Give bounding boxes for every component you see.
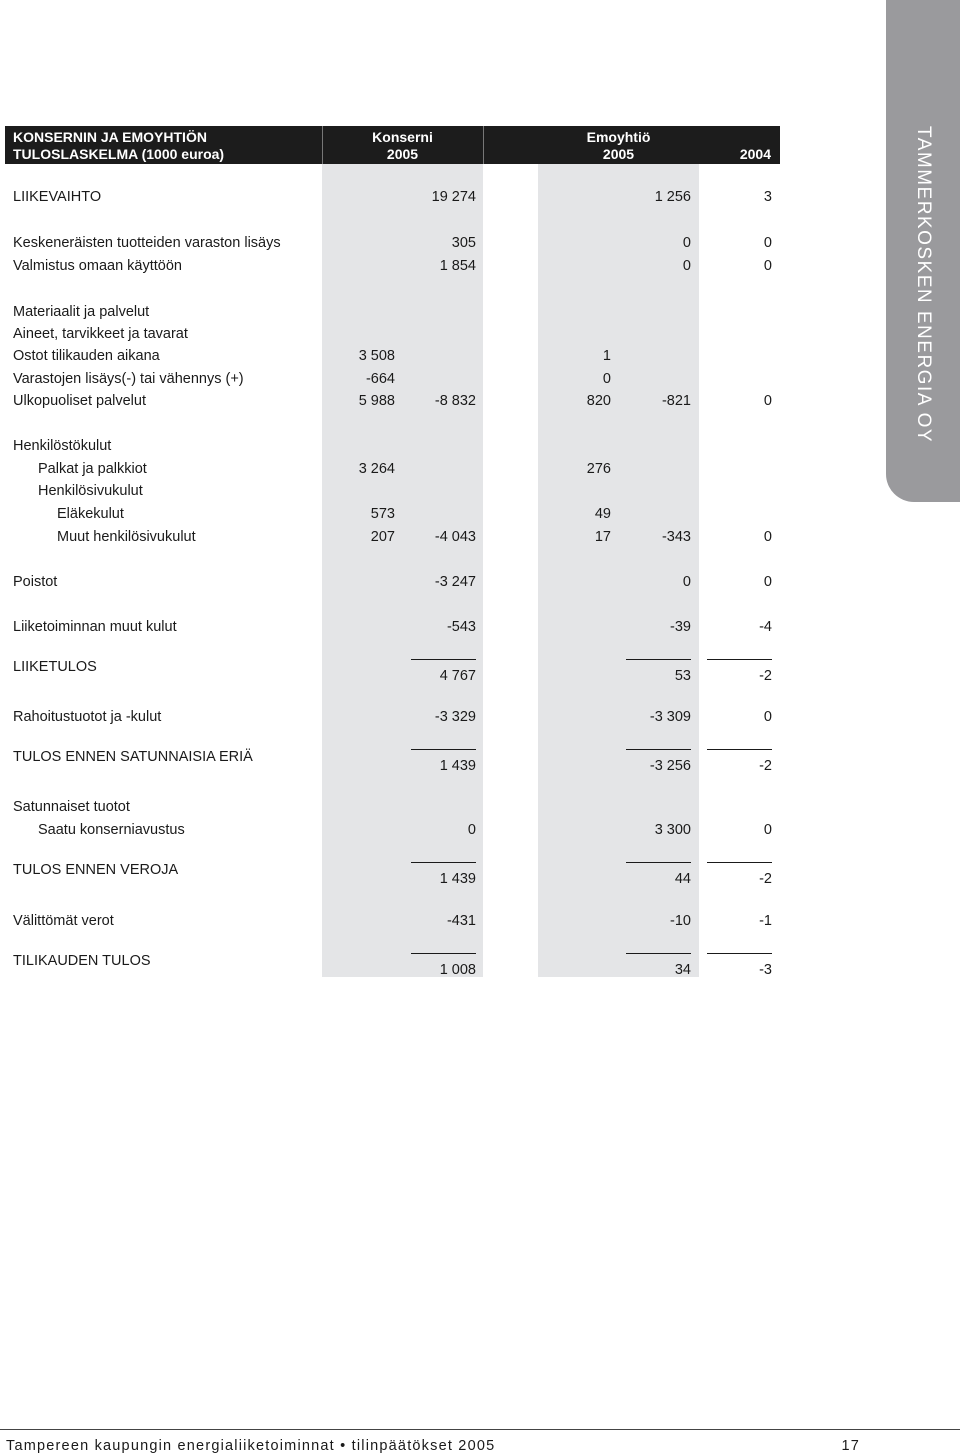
cell-emo-total: 53 xyxy=(674,668,691,684)
cell-konserni-sub: 3 264 xyxy=(358,461,395,477)
cell-konserni-total: -3 329 xyxy=(434,709,476,725)
cell-konserni-total: -3 247 xyxy=(434,574,476,590)
cell-emo-total: -39 xyxy=(670,619,691,635)
subtotal-rule xyxy=(626,862,691,863)
cell-emo-2004: -3 xyxy=(759,962,772,978)
subtotal-rule xyxy=(707,953,772,954)
row-label: Ulkopuoliset palvelut xyxy=(13,393,146,409)
footer-rule xyxy=(0,1429,960,1430)
emo-column-shade xyxy=(538,164,699,977)
cell-konserni-total: -8 832 xyxy=(434,393,476,409)
cell-emo-sub: 1 xyxy=(602,348,611,364)
cell-konserni-total: -4 043 xyxy=(434,529,476,545)
prev-year: 2004 xyxy=(739,146,771,162)
table-title-line2: TULOSLASKELMA (1000 euroa) xyxy=(13,146,225,162)
row-label: Valmistus omaan käyttöön xyxy=(13,258,182,274)
cell-emo-2004: 0 xyxy=(763,574,772,590)
cell-konserni-total: -543 xyxy=(446,619,476,635)
row-label: Poistot xyxy=(13,574,58,590)
row-label: Keskeneräisten tuotteiden varaston lisäys xyxy=(13,235,281,251)
row-label: LIIKETULOS xyxy=(13,659,97,675)
cell-emo-2004: -1 xyxy=(759,913,772,929)
cell-emo-total: -821 xyxy=(661,393,691,409)
cell-konserni-total: 4 767 xyxy=(439,668,476,684)
row-label: TULOS ENNEN VEROJA xyxy=(13,862,179,878)
cell-emo-2004: 0 xyxy=(763,393,772,409)
cell-emo-sub: 820 xyxy=(586,393,611,409)
cell-emo-2004: 0 xyxy=(763,822,772,838)
row-label: Materiaalit ja palvelut xyxy=(13,304,150,320)
subtotal-rule xyxy=(626,953,691,954)
company-name-tab: TAMMERKOSKEN ENERGIA OY xyxy=(913,126,934,444)
cell-emo-2004: -2 xyxy=(759,758,772,774)
row-label: Muut henkilösivukulut xyxy=(57,529,196,545)
footer-text: Tampereen kaupungin energialiiketoiminnat • tilinpäätökset 2005 xyxy=(6,1438,496,1454)
cell-konserni-sub: 5 988 xyxy=(358,393,395,409)
row-label: Palkat ja palkkiot xyxy=(38,461,147,477)
row-label: Varastojen lisäys(-) tai vähennys (+) xyxy=(13,371,244,387)
cell-konserni-total: 19 274 xyxy=(431,189,476,205)
row-label: Eläkekulut xyxy=(57,506,124,522)
cell-emo-total: -10 xyxy=(670,913,691,929)
row-label: LIIKEVAIHTO xyxy=(13,189,102,205)
row-label: Henkilösivukulut xyxy=(38,483,143,499)
cell-emo-sub: 0 xyxy=(602,371,611,387)
cell-konserni-sub: 573 xyxy=(370,506,395,522)
cell-emo-total: 0 xyxy=(682,235,691,251)
subtotal-rule xyxy=(411,659,476,660)
row-label: Välittömät verot xyxy=(13,913,114,929)
cell-emo-total: 44 xyxy=(674,871,691,887)
cell-emo-total: 1 256 xyxy=(654,189,691,205)
cell-konserni-total: 1 008 xyxy=(439,962,476,978)
table-title-line1: KONSERNIN JA EMOYHTIÖN xyxy=(13,129,207,145)
konserni-column-shade xyxy=(322,164,483,977)
row-label: Rahoitustuotot ja -kulut xyxy=(13,709,162,725)
cell-emo-total: 3 300 xyxy=(654,822,691,838)
row-label: Liiketoiminnan muut kulut xyxy=(13,619,177,635)
cell-emo-2004: 0 xyxy=(763,258,772,274)
subtotal-rule xyxy=(411,862,476,863)
subtotal-rule xyxy=(626,749,691,750)
cell-konserni-total: 1 439 xyxy=(439,758,476,774)
row-label: TILIKAUDEN TULOS xyxy=(13,953,151,969)
row-label: Satunnaiset tuotot xyxy=(13,799,130,815)
cell-emo-total: -3 309 xyxy=(649,709,691,725)
cell-emo-2004: -2 xyxy=(759,668,772,684)
row-label: Ostot tilikauden aikana xyxy=(13,348,160,364)
cell-emo-2004: 3 xyxy=(763,189,772,205)
emo-label: Emoyhtiö xyxy=(586,129,651,145)
header-separator xyxy=(483,126,484,164)
cell-emo-2004: -2 xyxy=(759,871,772,887)
cell-konserni-sub: -664 xyxy=(365,371,395,387)
row-label: Saatu konserniavustus xyxy=(38,822,185,838)
cell-emo-2004: 0 xyxy=(763,709,772,725)
table-header xyxy=(5,126,780,164)
konserni-label: Konserni xyxy=(372,129,433,145)
cell-emo-sub: 49 xyxy=(594,506,611,522)
subtotal-rule xyxy=(707,749,772,750)
subtotal-rule xyxy=(707,862,772,863)
konserni-year: 2005 xyxy=(386,146,419,162)
row-label: TULOS ENNEN SATUNNAISIA ERIÄ xyxy=(13,749,253,765)
cell-emo-total: -3 256 xyxy=(649,758,691,774)
cell-konserni-total: 305 xyxy=(451,235,476,251)
cell-emo-sub: 17 xyxy=(594,529,611,545)
cell-konserni-sub: 207 xyxy=(370,529,395,545)
cell-konserni-total: 0 xyxy=(467,822,476,838)
cell-emo-total: -343 xyxy=(661,529,691,545)
cell-emo-sub: 276 xyxy=(586,461,611,477)
cell-konserni-total: 1 854 xyxy=(439,258,476,274)
cell-konserni-sub: 3 508 xyxy=(358,348,395,364)
subtotal-rule xyxy=(626,659,691,660)
subtotal-rule xyxy=(411,953,476,954)
cell-emo-total: 34 xyxy=(674,962,691,978)
cell-emo-2004: -4 xyxy=(759,619,772,635)
cell-emo-2004: 0 xyxy=(763,529,772,545)
cell-emo-total: 0 xyxy=(682,258,691,274)
row-label: Aineet, tarvikkeet ja tavarat xyxy=(13,326,188,342)
subtotal-rule xyxy=(411,749,476,750)
cell-emo-2004: 0 xyxy=(763,235,772,251)
cell-konserni-total: 1 439 xyxy=(439,871,476,887)
cell-konserni-total: -431 xyxy=(446,913,476,929)
cell-emo-total: 0 xyxy=(682,574,691,590)
emo-year: 2005 xyxy=(602,146,635,162)
subtotal-rule xyxy=(707,659,772,660)
row-label: Henkilöstökulut xyxy=(13,438,112,454)
page-number: 17 xyxy=(841,1438,860,1454)
